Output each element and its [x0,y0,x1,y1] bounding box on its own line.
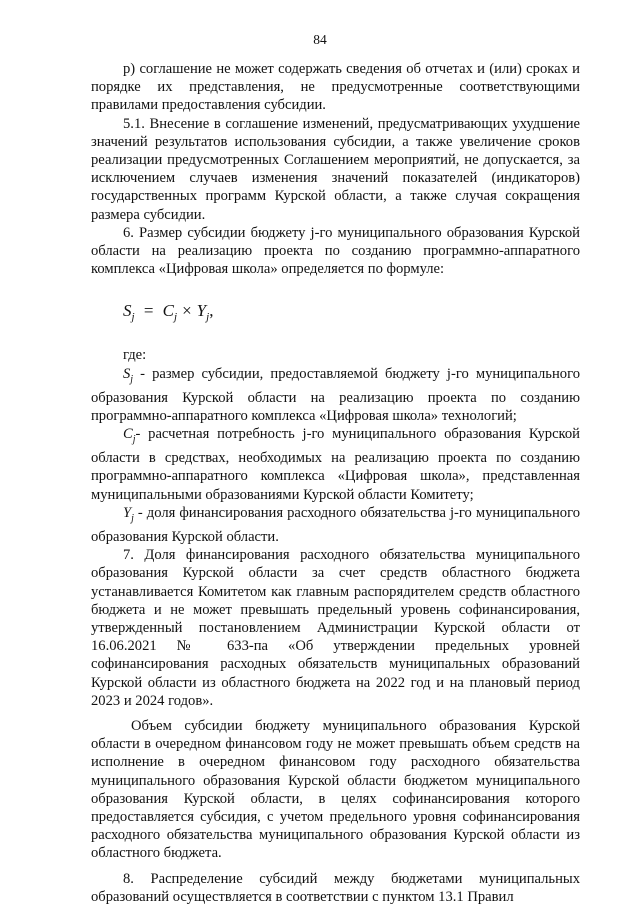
symbol-c: $C_j$ [123,426,136,446]
formula-rhs-y: Y [196,301,207,321]
page-number: 84 [313,32,327,47]
formula-rhs-c: C [162,301,174,321]
definition-s [91,365,580,426]
symbol-y: $Y_j$ [123,504,134,524]
paragraph-5-1: 5.1. Внесение в соглашение изменений, предусматривающих ухудшение значений результатов использования субсидии, а также увеличение сроков реализации предусмотренных Соглашением мероприятий, не допускается, за исключением случаев изменения значений показателей (индикаторов) государственных программ Курской области, а также случая сокращения размера субсидии. [91,115,580,223]
formula-lhs-subscript: j [131,311,135,324]
definition-s-text: - размер субсидии, предоставляемой бюджету j-го муниципального образования Курской области на реализацию проекта по созданию программно-аппаратного комплекса «Цифровая школа» технологий; [91,365,580,424]
formula-tail: , [209,301,214,321]
definition-c [91,425,580,504]
paragraph-7: 7. Доля финансирования расходного обязательства муниципального образования Курской области за счет средств областного бюджета устанавливается Комитетом как главным распорядителем средств областного бюджета и не может превышать предельный уровень софинансирования, утвержденный постановлением Администрации Курской области от 16.06.2021 № 633-па «Об утверждении предельных уровней софинансирования расходных обязательств муниципальных образований Курской области из областного бюджета на 2022 год и на плановый период 2023 и 2024 годов». [91,547,580,709]
paragraph-volume: Объем субсидии бюджету муниципального образования Курской области в очередном финансовом году не может превышать объем средств на исполнение в очередном финансовом году расходного обязательства муниципального образования Курской области бюджетом муниципального образования Курской области, в целях софинансирования которого предоставляется субсидия, с учетом предельного уровня софинансирования расходного обязательства муниципального образования Курской области из областного бюджета. [91,718,580,862]
document-body [91,60,580,906]
formula-c-subscript: j [174,311,178,324]
definition-y [91,504,580,546]
formula-y-subscript: j [206,311,210,324]
definition-c-text: - расчетная потребность j-го муниципального образования Курской области в средствах, необходимых на реализацию проекта по созданию программно-аппаратного комплекса «Цифровая школа», представленная муниципальными образованиями Курской области Комитету; [91,426,580,503]
paragraph-6: 6. Размер субсидии бюджету j-го муниципального образования Курской области на реализацию проекта по созданию программно-аппаратного комплекса «Цифровая школа» определяется по формуле: [91,224,580,278]
symbol-s: $S_j$ [123,365,134,385]
paragraph-r: р) соглашение не может содержать сведения об отчетах и (или) сроках и порядке их представления, не предусмотренные соответствующими правилами предоставления субсидии. [91,61,580,114]
formula-equals: = [143,301,154,321]
subsidy-formula [123,300,580,328]
formula-times: × [182,301,192,321]
paragraph-8: 8. Распределение субсидий между бюджетами муниципальных образований осуществляется в соответствии с пунктом 13.1 Правил [91,870,580,905]
paragraph-where: где: [123,347,147,364]
formula-lhs: S [123,301,132,321]
definition-y-text: - доля финансирования расходного обязательства j-го муниципального образования Курской области. [91,504,580,545]
